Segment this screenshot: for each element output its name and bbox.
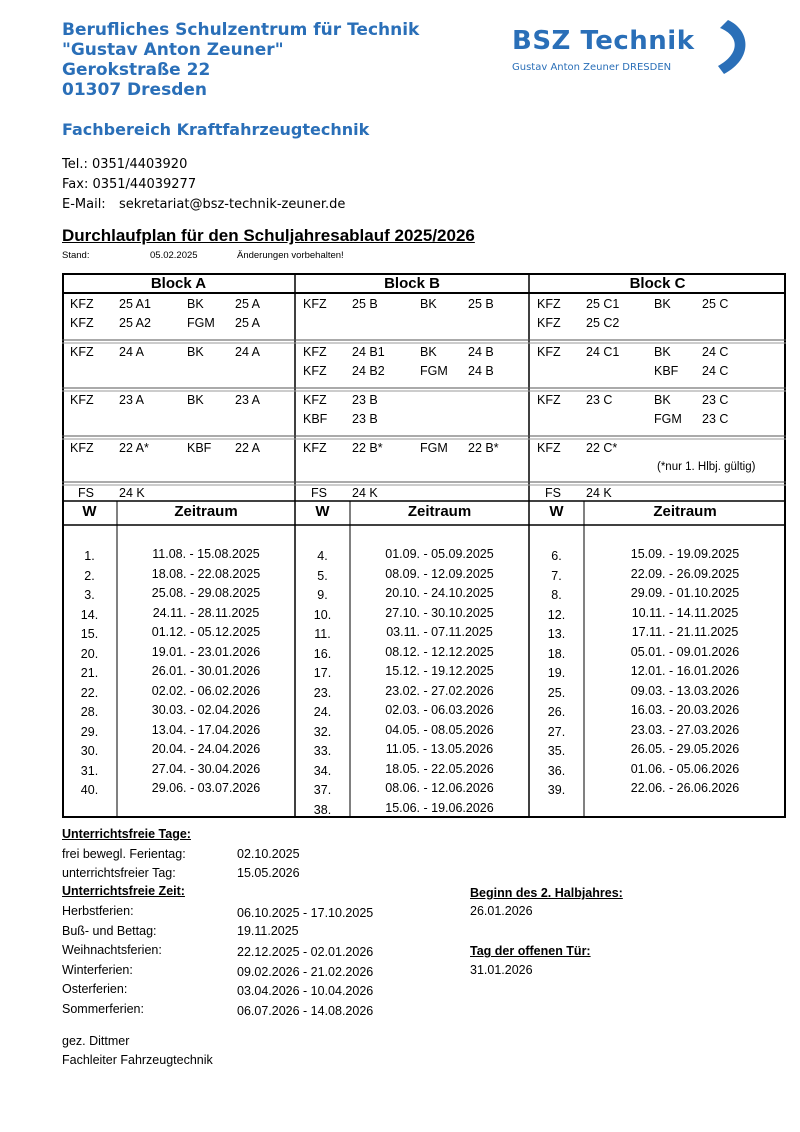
date-range: 01.09. - 05.09.2025 bbox=[385, 547, 494, 561]
schedule-table bbox=[62, 273, 786, 818]
second-half-value: 26.01.2026 bbox=[470, 904, 533, 918]
date-range: 08.06. - 12.06.2026 bbox=[385, 781, 494, 795]
class-code: BK bbox=[654, 297, 671, 311]
date-range: 15.09. - 19.09.2025 bbox=[630, 547, 740, 561]
class-code: KFZ bbox=[537, 297, 561, 311]
week-number: 16. bbox=[313, 646, 332, 661]
bsz-logo bbox=[510, 18, 760, 88]
week-number: 3. bbox=[84, 588, 95, 602]
week-number: 21. bbox=[80, 666, 99, 680]
fs-class: 24 K bbox=[352, 486, 378, 500]
week-number: 25. bbox=[547, 685, 566, 700]
fs-label: FS bbox=[311, 486, 327, 500]
week-number: 31. bbox=[80, 763, 99, 778]
date-range: 13.04. - 17.04.2026 bbox=[151, 722, 261, 737]
class-code: FGM bbox=[420, 364, 448, 378]
week-number: 27. bbox=[547, 724, 566, 739]
free-days-heading: Unterrichtsfreie Tage: bbox=[62, 827, 191, 841]
class-code: KFZ bbox=[537, 345, 561, 359]
date-range: 19.01. - 23.01.2026 bbox=[151, 644, 261, 659]
week-number: 23. bbox=[313, 685, 332, 700]
class-code: BK bbox=[654, 345, 671, 359]
email-link[interactable]: sekretariat@bsz-technik-zeuner.de bbox=[119, 197, 346, 212]
class-code: 25 A2 bbox=[119, 316, 151, 330]
date-range: 24.11. - 28.11.2025 bbox=[152, 605, 260, 620]
stand-date: 05.02.2025 bbox=[150, 250, 198, 261]
class-code: 23 C bbox=[702, 393, 729, 407]
date-range: 17.11. - 21.11.2025 bbox=[631, 625, 739, 639]
class-code: 25 C bbox=[702, 297, 729, 311]
class-code: KFZ bbox=[303, 393, 327, 407]
second-half-heading: Beginn des 2. Halbjahres: bbox=[470, 886, 623, 900]
class-code: 24 A bbox=[119, 345, 145, 359]
class-code: 25 C2 bbox=[586, 316, 620, 330]
class-code: 22 A* bbox=[119, 441, 149, 455]
class-code: 25 B bbox=[352, 297, 378, 311]
school-line: "Gustav Anton Zeuner" bbox=[62, 40, 284, 60]
date-range: 30.03. - 02.04.2026 bbox=[151, 703, 261, 717]
logo-sub: Gustav Anton Zeuner DRESDEN bbox=[512, 62, 672, 73]
class-code: 22 C* bbox=[586, 441, 618, 455]
class-code: FGM bbox=[420, 441, 448, 455]
open-day-heading: Tag der offenen Tür: bbox=[470, 944, 591, 958]
week-number: 30. bbox=[80, 744, 99, 758]
date-range: 25.08. - 29.08.2025 bbox=[151, 586, 261, 600]
class-code: KFZ bbox=[537, 316, 561, 330]
holiday-value: 06.10.2025 - 17.10.2025 bbox=[237, 906, 374, 920]
class-code: KFZ bbox=[303, 364, 327, 378]
class-code: 24 C1 bbox=[586, 345, 620, 359]
stand-label: Stand: bbox=[62, 250, 90, 261]
holiday-value: 06.07.2026 - 14.08.2026 bbox=[237, 1004, 374, 1018]
class-code: BK bbox=[420, 345, 437, 359]
class-code: KFZ bbox=[303, 345, 327, 359]
date-range: 15.06. - 19.06.2026 bbox=[385, 800, 494, 815]
class-code: BK bbox=[187, 297, 204, 311]
date-range: 16.03. - 20.03.2026 bbox=[630, 703, 740, 717]
class-code: KFZ bbox=[70, 297, 94, 311]
week-number: 18. bbox=[547, 646, 566, 661]
school-line: Berufliches Schulzentrum für Technik bbox=[62, 20, 420, 40]
date-range: 11.08. - 15.08.2025 bbox=[152, 547, 260, 561]
class-code: 23 B bbox=[352, 412, 378, 426]
date-range: 29.09. - 01.10.2025 bbox=[630, 586, 740, 600]
class-code: 24 B1 bbox=[352, 345, 385, 359]
week-number: 26. bbox=[547, 705, 566, 719]
fs-class: 24 K bbox=[119, 486, 145, 500]
date-range: 04.05. - 08.05.2026 bbox=[385, 722, 494, 737]
holiday-value: 19.11.2025 bbox=[237, 924, 299, 938]
date-range: 02.02. - 06.02.2026 bbox=[151, 683, 261, 698]
date-range: 23.03. - 27.03.2026 bbox=[630, 722, 740, 737]
week-number: 40. bbox=[80, 783, 99, 797]
date-range: 01.06. - 05.06.2026 bbox=[630, 761, 740, 776]
week-number: 14. bbox=[80, 607, 99, 622]
week-number: 8. bbox=[551, 588, 562, 602]
week-number: 34. bbox=[313, 763, 332, 778]
holiday-label: Weihnachtsferien: bbox=[62, 943, 162, 957]
class-code: KFZ bbox=[537, 393, 561, 407]
signature-role: Fachleiter Fahrzeugtechnik bbox=[62, 1053, 213, 1067]
stand-note: Änderungen vorbehalten! bbox=[237, 250, 344, 261]
class-code: KFZ bbox=[70, 345, 94, 359]
column-header-zeitraum: Zeitraum bbox=[407, 503, 472, 520]
holiday-value: 22.12.2025 - 02.01.2026 bbox=[237, 945, 374, 959]
block-header: Block A bbox=[150, 275, 207, 292]
class-code: KBF bbox=[654, 364, 679, 378]
date-range: 27.04. - 30.04.2026 bbox=[151, 761, 261, 776]
week-number: 33. bbox=[313, 744, 332, 758]
class-code: 24 C bbox=[702, 345, 729, 359]
week-number: 12. bbox=[547, 607, 566, 622]
week-number: 19. bbox=[547, 666, 566, 680]
class-code: 23 B bbox=[352, 393, 378, 407]
holiday-value: 03.04.2026 - 10.04.2026 bbox=[237, 984, 374, 998]
week-number: 7. bbox=[551, 568, 562, 583]
class-code: KFZ bbox=[303, 297, 327, 311]
class-code: 22 A bbox=[235, 441, 261, 455]
week-number: 39. bbox=[547, 783, 566, 797]
date-range: 20.04. - 24.04.2026 bbox=[151, 742, 261, 756]
week-number: 20. bbox=[80, 646, 99, 661]
class-code: KBF bbox=[303, 412, 328, 426]
block-header: Block C bbox=[629, 275, 686, 292]
class-code: 24 B bbox=[468, 364, 494, 378]
block-header: Block B bbox=[384, 275, 440, 292]
week-number: 13. bbox=[547, 627, 566, 641]
week-number: 37. bbox=[313, 783, 332, 797]
holiday-label: Osterferien: bbox=[62, 982, 128, 996]
class-code: BK bbox=[654, 393, 671, 407]
phone: Tel.: 0351/4403920 bbox=[62, 157, 188, 172]
fs-label: FS bbox=[545, 486, 561, 500]
class-code: FGM bbox=[187, 316, 215, 330]
class-code: 24 B2 bbox=[352, 364, 385, 378]
logo-swoosh-icon bbox=[710, 18, 760, 78]
date-range: 02.03. - 06.03.2026 bbox=[385, 703, 494, 717]
week-number: 4. bbox=[317, 549, 328, 563]
week-number: 22. bbox=[80, 685, 99, 700]
date-range: 05.01. - 09.01.2026 bbox=[630, 644, 740, 659]
free-time-heading: Unterrichtsfreie Zeit: bbox=[62, 884, 185, 898]
class-code: KFZ bbox=[303, 441, 327, 455]
class-code: KBF bbox=[187, 441, 212, 455]
free-day-label: frei bewegl. Ferientag: bbox=[62, 847, 186, 861]
fs-label: FS bbox=[78, 486, 94, 500]
date-range: 22.09. - 26.09.2025 bbox=[630, 566, 740, 581]
class-code: 23 A bbox=[235, 393, 261, 407]
logo-main: BSZ Technik bbox=[512, 26, 695, 56]
date-range: 03.11. - 07.11.2025 bbox=[386, 625, 493, 639]
column-header-week: W bbox=[549, 503, 564, 520]
signature-name: gez. Dittmer bbox=[62, 1034, 130, 1048]
school-line: 01307 Dresden bbox=[62, 80, 208, 100]
week-number: 5. bbox=[317, 568, 328, 583]
free-day-value: 15.05.2026 bbox=[237, 866, 300, 880]
class-code: 22 B* bbox=[352, 441, 383, 455]
class-code: BK bbox=[187, 393, 204, 407]
class-code: 24 B bbox=[468, 345, 494, 359]
date-range: 26.05. - 29.05.2026 bbox=[630, 742, 740, 756]
class-code: 24 A bbox=[235, 345, 261, 359]
class-code: 23 C bbox=[702, 412, 729, 426]
class-code: KFZ bbox=[537, 441, 561, 455]
class-code: 25 B bbox=[468, 297, 494, 311]
column-header-zeitraum: Zeitraum bbox=[174, 503, 238, 520]
fs-class: 24 K bbox=[586, 486, 612, 500]
date-range: 18.05. - 22.05.2026 bbox=[385, 761, 494, 776]
date-range: 26.01. - 30.01.2026 bbox=[151, 664, 261, 678]
class-code: FGM bbox=[654, 412, 682, 426]
class-code: KFZ bbox=[70, 393, 94, 407]
week-number: 28. bbox=[80, 705, 99, 719]
holiday-label: Herbstferien: bbox=[62, 904, 134, 918]
class-code: KFZ bbox=[70, 316, 94, 330]
date-range: 11.05. - 13.05.2026 bbox=[385, 742, 494, 756]
footnote: (*nur 1. Hlbj. gültig) bbox=[657, 461, 756, 473]
week-number: 32. bbox=[313, 724, 332, 739]
week-number: 6. bbox=[551, 549, 562, 563]
week-number: 17. bbox=[313, 666, 332, 680]
week-number: 29. bbox=[80, 724, 99, 739]
open-day-value: 31.01.2026 bbox=[470, 963, 533, 977]
school-line: Gerokstraße 22 bbox=[62, 60, 211, 80]
column-header-week: W bbox=[82, 503, 97, 520]
holiday-label: Winterferien: bbox=[62, 963, 133, 977]
class-code: 25 A1 bbox=[119, 297, 151, 311]
week-number: 11. bbox=[314, 627, 331, 641]
holiday-value: 09.02.2026 - 21.02.2026 bbox=[237, 965, 374, 979]
free-day-value: 02.10.2025 bbox=[237, 847, 300, 861]
week-number: 10. bbox=[313, 607, 332, 622]
week-number: 35. bbox=[547, 744, 566, 758]
class-code: 25 A bbox=[235, 316, 261, 330]
class-code: 24 C bbox=[702, 364, 729, 378]
date-range: 20.10. - 24.10.2025 bbox=[385, 586, 494, 600]
week-number: 2. bbox=[84, 568, 95, 583]
class-code: 23 C bbox=[586, 393, 613, 407]
week-number: 36. bbox=[547, 763, 566, 778]
page-title: Durchlaufplan für den Schuljahresablauf 2025/2026 bbox=[62, 226, 475, 245]
fax: Fax: 0351/44039277 bbox=[62, 177, 197, 192]
class-code: 23 A bbox=[119, 393, 145, 407]
class-code: BK bbox=[420, 297, 437, 311]
school-address bbox=[62, 20, 419, 100]
date-range: 27.10. - 30.10.2025 bbox=[385, 605, 494, 620]
department: Fachbereich Kraftfahrzeugtechnik bbox=[62, 120, 370, 139]
date-range: 09.03. - 13.03.2026 bbox=[630, 683, 740, 698]
date-range: 22.06. - 26.06.2026 bbox=[630, 781, 740, 795]
week-number: 24. bbox=[313, 705, 332, 719]
class-code: 25 C1 bbox=[586, 297, 620, 311]
week-number: 9. bbox=[317, 588, 328, 602]
holiday-label: Buß- und Bettag: bbox=[62, 924, 157, 938]
date-range: 08.09. - 12.09.2025 bbox=[385, 566, 494, 581]
class-code: KFZ bbox=[70, 441, 94, 455]
free-day-label: unterrichtsfreier Tag: bbox=[62, 866, 176, 880]
date-range: 23.02. - 27.02.2026 bbox=[385, 683, 494, 698]
week-number: 38. bbox=[313, 802, 332, 817]
date-range: 18.08. - 22.08.2025 bbox=[151, 566, 261, 581]
class-code: BK bbox=[187, 345, 204, 359]
column-header-week: W bbox=[315, 503, 330, 520]
week-number: 15. bbox=[80, 627, 99, 641]
date-range: 29.06. - 03.07.2026 bbox=[151, 781, 261, 795]
holiday-label: Sommerferien: bbox=[62, 1002, 144, 1016]
date-range: 08.12. - 12.12.2025 bbox=[385, 644, 494, 659]
email-label: E-Mail: bbox=[62, 197, 106, 212]
date-range: 10.11. - 14.11.2025 bbox=[631, 605, 739, 620]
date-range: 12.01. - 16.01.2026 bbox=[630, 664, 740, 678]
week-number: 1. bbox=[84, 549, 95, 563]
class-code: 22 B* bbox=[468, 441, 499, 455]
class-code: 25 A bbox=[235, 297, 261, 311]
column-header-zeitraum: Zeitraum bbox=[653, 503, 717, 520]
date-range: 01.12. - 05.12.2025 bbox=[151, 625, 261, 639]
date-range: 15.12. - 19.12.2025 bbox=[385, 664, 494, 678]
